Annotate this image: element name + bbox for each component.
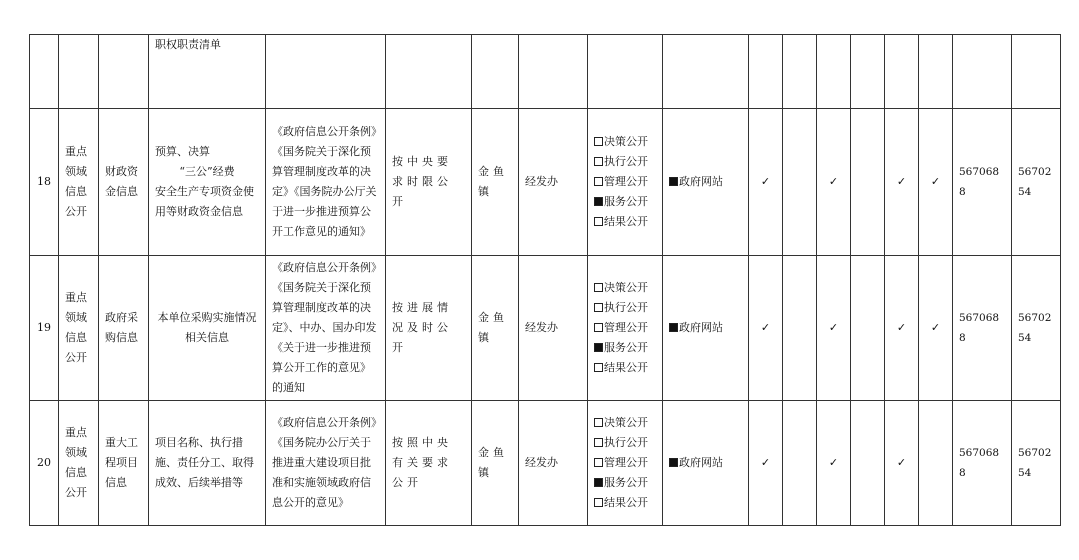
disclosure-content — [149, 256, 266, 401]
checked-box-icon — [669, 458, 678, 467]
disclosure-subject: 金鱼镇 — [472, 401, 519, 526]
matter-cell: 职权职责清单 — [149, 35, 266, 109]
disclosure-type-label: 结果公开 — [604, 215, 648, 228]
disclosure-type-item — [594, 453, 656, 473]
disclosure-type-label: 管理公开 — [604, 456, 648, 469]
tick-cell: ✓ — [885, 401, 919, 526]
phone-1: 5670688 — [953, 256, 1012, 401]
disclosure-type-label: 结果公开 — [604, 361, 648, 374]
disclosure-type-label: 决策公开 — [604, 416, 648, 429]
table-row — [30, 401, 1061, 526]
disclosure-type-label: 服务公开 — [604, 341, 648, 354]
unchecked-box-icon — [594, 458, 603, 467]
disclosure-type-item — [594, 212, 656, 232]
disclosure-type-label: 服务公开 — [604, 476, 648, 489]
disclosure-content — [149, 109, 266, 256]
disclosure-time: 按中央要求时限公开 — [386, 109, 472, 256]
channel-label: 政府网站 — [679, 456, 723, 469]
unchecked-box-icon — [594, 177, 603, 186]
tick-cell — [783, 401, 817, 526]
unchecked-box-icon — [594, 303, 603, 312]
table-row — [30, 109, 1061, 256]
disclosure-type-item — [594, 413, 656, 433]
disclosure-time: 按进展情况及时公开 — [386, 256, 472, 401]
disclosure-type-checklist — [588, 401, 663, 526]
tick-cell — [783, 109, 817, 256]
phone-2: 5670254 — [1012, 401, 1061, 526]
tick-cell: ✓ — [919, 109, 953, 256]
responsible-dept: 经发办 — [519, 401, 588, 526]
disclosure-basis: 《政府信息公开条例》《国务院办公厅关于推进重大建设项目批准和实施领域政府信息公开的意见》 — [266, 401, 386, 526]
tick-cell: ✓ — [885, 109, 919, 256]
checked-box-icon — [594, 343, 603, 352]
tick-cell: ✓ — [749, 401, 783, 526]
phone-1: 5670688 — [953, 401, 1012, 526]
checked-box-icon — [669, 323, 678, 332]
disclosure-subject: 金鱼镇 — [472, 109, 519, 256]
unchecked-box-icon — [594, 323, 603, 332]
unchecked-box-icon — [594, 157, 603, 166]
phone-1: 5670688 — [953, 109, 1012, 256]
disclosure-type-label: 结果公开 — [604, 496, 648, 509]
disclosure-type-item — [594, 338, 656, 358]
tick-cell: ✓ — [749, 109, 783, 256]
category-primary: 重点领域信息公开 — [59, 401, 99, 526]
disclosure-channel — [663, 401, 749, 526]
disclosure-type-item — [594, 172, 656, 192]
table-row — [30, 256, 1061, 401]
disclosure-type-item — [594, 152, 656, 172]
disclosure-basis: 《政府信息公开条例》《国务院关于深化预算管理制度改革的决定》《国务院办公厅关于进一步推进预算公开工作意见的通知》 — [266, 109, 386, 256]
row-number: 18 — [30, 109, 59, 256]
content-line: 预算、决算 — [155, 145, 210, 158]
tick-cell: ✓ — [817, 109, 851, 256]
tick-cell — [851, 109, 885, 256]
tick-cell: ✓ — [817, 256, 851, 401]
category-primary: 重点领域信息公开 — [59, 256, 99, 401]
disclosure-type-label: 管理公开 — [604, 321, 648, 334]
content-line: 项目名称、执行措施、责任分工、取得成效、后续举措等 — [155, 436, 254, 489]
disclosure-type-item — [594, 278, 656, 298]
disclosure-type-label: 执行公开 — [604, 155, 648, 168]
responsible-dept: 经发办 — [519, 256, 588, 401]
tick-cell: ✓ — [817, 401, 851, 526]
disclosure-type-label: 执行公开 — [604, 301, 648, 314]
checked-box-icon — [669, 177, 678, 186]
disclosure-channel — [663, 256, 749, 401]
category-primary: 重点领域信息公开 — [59, 109, 99, 256]
table-row-prev — [30, 35, 1061, 109]
disclosure-type-item — [594, 358, 656, 378]
category-secondary: 重大工程项目信息 — [99, 401, 149, 526]
tick-cell — [851, 401, 885, 526]
category-secondary: 政府采购信息 — [99, 256, 149, 401]
tick-cell — [783, 256, 817, 401]
phone-2: 5670254 — [1012, 109, 1061, 256]
unchecked-box-icon — [594, 498, 603, 507]
row-number: 20 — [30, 401, 59, 526]
disclosure-type-item — [594, 132, 656, 152]
unchecked-box-icon — [594, 137, 603, 146]
unchecked-box-icon — [594, 438, 603, 447]
disclosure-type-item — [594, 473, 656, 493]
tick-cell: ✓ — [919, 256, 953, 401]
channel-label: 政府网站 — [679, 321, 723, 334]
checked-box-icon — [594, 478, 603, 487]
tick-cell: ✓ — [749, 256, 783, 401]
content-line: 安全生产专项资金使用等财政资金信息 — [155, 185, 254, 218]
disclosure-time: 按照中央有关要求公开 — [386, 401, 472, 526]
tick-cell — [919, 401, 953, 526]
unchecked-box-icon — [594, 363, 603, 372]
phone-2: 5670254 — [1012, 256, 1061, 401]
category-secondary: 财政资金信息 — [99, 109, 149, 256]
disclosure-content — [149, 401, 266, 526]
disclosure-type-checklist — [588, 109, 663, 256]
checked-box-icon — [594, 197, 603, 206]
channel-label: 政府网站 — [679, 175, 723, 188]
disclosure-type-item — [594, 433, 656, 453]
unchecked-box-icon — [594, 283, 603, 292]
disclosure-type-item — [594, 192, 656, 212]
disclosure-table — [29, 34, 1061, 526]
disclosure-type-item — [594, 493, 656, 513]
disclosure-type-label: 服务公开 — [604, 195, 648, 208]
row-number: 19 — [30, 256, 59, 401]
disclosure-channel — [663, 109, 749, 256]
unchecked-box-icon — [594, 217, 603, 226]
content-line: 本单位采购实施情况相关信息 — [157, 311, 257, 344]
unchecked-box-icon — [594, 418, 603, 427]
disclosure-subject: 金鱼镇 — [472, 256, 519, 401]
disclosure-basis: 《政府信息公开条例》《国务院关于深化预算管理制度改革的决定》、中办、国办印发《关于进一步推进预算公开工作的意见》的通知 — [266, 256, 386, 401]
tick-cell: ✓ — [885, 256, 919, 401]
disclosure-type-checklist — [588, 256, 663, 401]
disclosure-type-label: 执行公开 — [604, 436, 648, 449]
tick-cell — [851, 256, 885, 401]
disclosure-type-label: 管理公开 — [604, 175, 648, 188]
disclosure-type-label: 决策公开 — [604, 281, 648, 294]
responsible-dept: 经发办 — [519, 109, 588, 256]
disclosure-type-label: 决策公开 — [604, 135, 648, 148]
disclosure-type-item — [594, 298, 656, 318]
disclosure-type-item — [594, 318, 656, 338]
content-line: “三公”经费 — [179, 165, 235, 178]
